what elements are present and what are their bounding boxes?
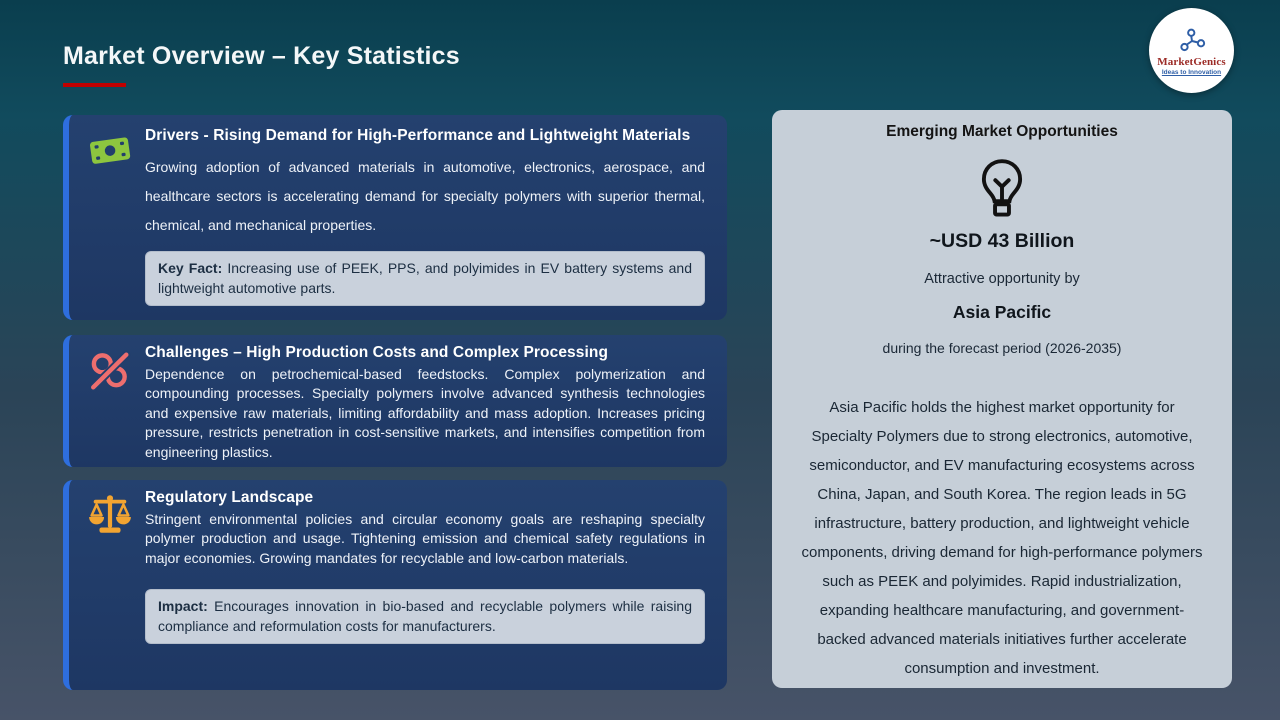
card-content — [145, 127, 705, 306]
card-title: Drivers - Rising Demand for High-Performance and Lightweight Materials — [145, 127, 691, 144]
key-fact-text: Increasing use of PEEK, PPS, and polyimides in EV battery systems and lightweight automotive parts. — [158, 260, 692, 296]
lightbulb-icon — [976, 157, 1028, 221]
opportunity-description: Asia Pacific holds the highest market opportunity for Specialty Polymers due to strong electronics, automotive, semiconductor, and EV manufacturing ecosystems across China, Japan, and South Korea. The region leads in 5G infrastructure, battery production, and lightweight vehicle components, driving demand for high-performance polymers such as PEEK and polyimides. Rapid industrialization, expanding healthcare manufacturing, and government-backed advanced materials initiatives further accelerate consumption and investment. — [801, 399, 1203, 677]
title-underline — [63, 83, 126, 87]
emerging-opportunities-panel — [772, 110, 1232, 688]
card-body: Dependence on petrochemical-based feedstocks. Complex polymerization and compounding processes. Specialty polymers involve advanced synthesis technologies and expensive raw materials, limiting affordability and mass adoption. Increases pricing pressure, restricts penetration in cost-sensitive markets, and intensifies competition from engineering plastics. — [145, 366, 705, 460]
card-body: Stringent environmental policies and circular economy goals are reshaping specialty polymer production and usage. Tightening emission and chemical safety regulations in major economies. Growing mandates for recyclable and low-carbon materials. — [145, 511, 705, 566]
opportunity-subtitle: Attractive opportunity by — [924, 271, 1080, 287]
logo-name: MarketGenics — [1157, 55, 1226, 68]
opportunity-period: during the forecast period (2026-2035) — [882, 340, 1122, 356]
key-fact-label: Key Fact: — [158, 260, 223, 276]
logo-tagline: Ideas to Innovation — [1161, 68, 1222, 76]
page-title: Market Overview – Key Statistics — [63, 42, 460, 70]
impact-text: Encourages innovation in bio-based and recyclable polymers while raising compliance and reformulation costs for manufacturers. — [158, 598, 692, 634]
molecule-icon — [1177, 28, 1207, 54]
broken-link-icon — [87, 348, 133, 394]
card-content — [145, 344, 705, 462]
key-statistics-cards — [63, 115, 727, 690]
card-challenges — [63, 335, 727, 467]
card-title: Challenges – High Production Costs and Complex Processing — [145, 344, 609, 361]
logo — [1149, 8, 1234, 93]
impact-label: Impact: — [158, 598, 208, 615]
opportunity-region: Asia Pacific — [952, 302, 1052, 322]
header — [63, 42, 460, 87]
panel-title: Emerging Market Opportunities — [886, 123, 1118, 140]
card-title: Regulatory Landscape — [145, 489, 314, 506]
scales-icon — [87, 493, 133, 535]
money-icon — [87, 131, 133, 169]
key-fact-box — [145, 251, 705, 306]
impact-box — [145, 589, 705, 644]
opportunity-value: ~USD 43 Billion — [929, 230, 1075, 252]
card-body: Growing adoption of advanced materials in automotive, electronics, aerospace, and healthcare sectors is accelerating demand for specialty polymers with superior thermal, chemical, and mechanical properties. — [145, 159, 705, 233]
card-regulatory — [63, 480, 727, 690]
card-content — [145, 489, 705, 644]
card-drivers — [63, 115, 727, 320]
